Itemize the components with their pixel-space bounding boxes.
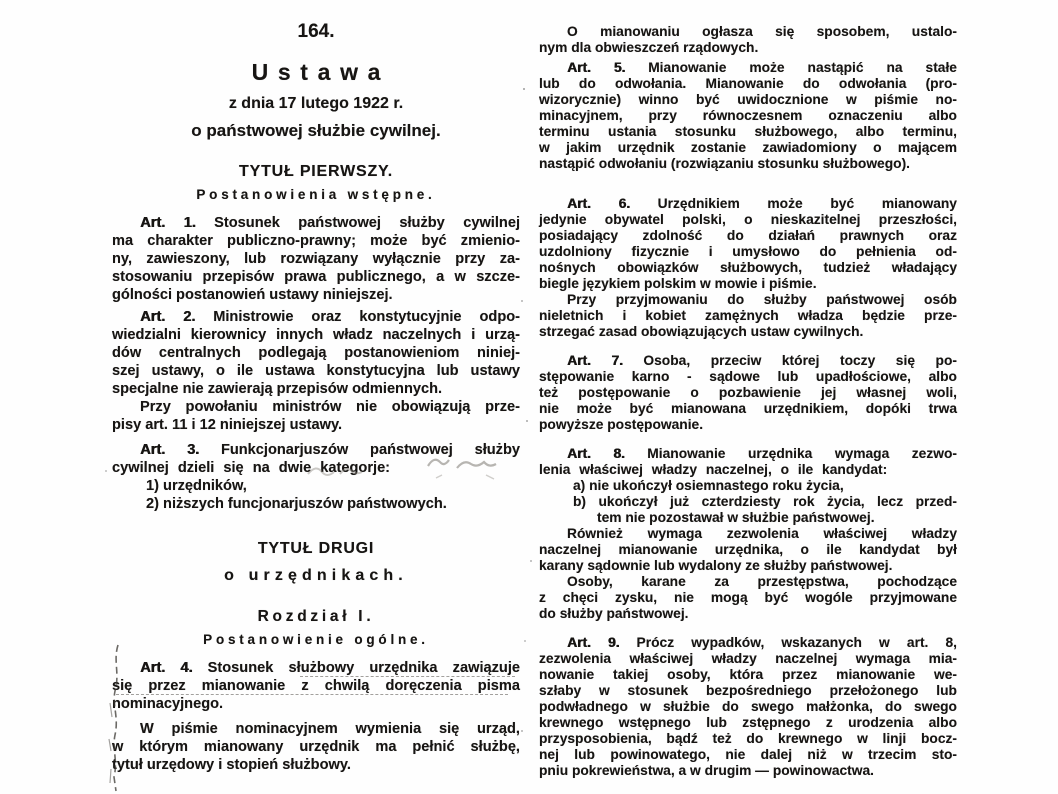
text-run: lenia właściwej władzy naczelnej, o ile kandydat: bbox=[539, 462, 888, 477]
text-line bbox=[539, 308, 957, 324]
text-line bbox=[112, 695, 520, 713]
text-run: naczelnej mianowanie urzędnika, o ile kandydat był bbox=[539, 542, 957, 557]
text-line bbox=[539, 76, 957, 92]
text-line bbox=[539, 494, 957, 510]
text-run: Również wymaga zezwolenia właściwej władzy bbox=[567, 526, 957, 541]
text-run: biegle językiem polskim w mowie i piśmie. bbox=[539, 276, 817, 291]
text-run: Urzędnikiem może być mianowany bbox=[657, 196, 957, 211]
text-line bbox=[112, 362, 520, 380]
text-run: Osoby, karane za przestępstwa, pochodzące bbox=[567, 574, 957, 589]
text-line bbox=[112, 495, 520, 513]
text-line bbox=[539, 228, 957, 244]
article-4-continuation bbox=[539, 24, 957, 56]
text-run: nym dla obwieszczeń rządowych. bbox=[539, 40, 759, 55]
text-run: powyższe postępowanie. bbox=[539, 417, 704, 432]
text-line bbox=[539, 196, 957, 212]
text-line bbox=[539, 683, 957, 699]
text-line bbox=[112, 677, 520, 695]
text-line bbox=[539, 260, 957, 276]
chapter-one-subheading: Postanowienie ogólne. bbox=[203, 632, 429, 647]
text-line bbox=[539, 510, 957, 526]
text-run: minacyjnem, przy równoczesnem oznaczeniu albo bbox=[539, 108, 957, 123]
article-number: Art. 5. bbox=[567, 60, 626, 75]
handwriting-smudge bbox=[300, 448, 515, 488]
text-run: Przy przyjmowaniu do służby państwowej osób bbox=[567, 292, 957, 307]
text-line bbox=[539, 590, 957, 606]
text-run: nieletnich i kobiet zamężnych władza będzie prze- bbox=[539, 308, 957, 323]
text-run: się przez mianowanie z chwilą doręczenia pisma bbox=[112, 678, 520, 694]
text-line bbox=[539, 699, 957, 715]
text-run: stępowanie karno - sądowe lub upadłościowe, albo bbox=[539, 369, 957, 384]
article-number: Art. 7. bbox=[567, 353, 623, 368]
text-run: nie może być mianowana urzędnikiem, dopóki trwa bbox=[539, 401, 957, 416]
title-one-subheading: Postanowienia wstępne. bbox=[196, 187, 436, 202]
text-run: ny, zawieszony, lub rozwiązany wyłącznie przy za- bbox=[112, 251, 520, 267]
text-run: posiadający zdolność do działań prawnych oraz bbox=[539, 228, 957, 243]
text-run: nej lub powinowatego, nie dalej niż w trzecim sto- bbox=[539, 747, 957, 762]
text-run: ma charakter publiczno-prawny; może być zmienio- bbox=[112, 233, 520, 249]
text-run: Stosunek służbowy urzędnika zawiązuje bbox=[207, 660, 520, 676]
text-line bbox=[539, 651, 957, 667]
text-run: Funkcjonarjuszów państwowej służby bbox=[220, 442, 520, 458]
text-line bbox=[112, 380, 520, 398]
text-run: Ministrowie oraz konstytucyjnie odpo- bbox=[213, 309, 521, 325]
text-run: lub do odwołania. Mianowanie do odwołania (pro- bbox=[539, 76, 957, 91]
text-line bbox=[112, 326, 520, 344]
text-run: 1) urzędników, bbox=[146, 478, 247, 494]
text-line bbox=[539, 124, 957, 140]
article-6 bbox=[539, 196, 957, 340]
fold-crease-mark bbox=[106, 643, 128, 793]
text-line bbox=[539, 156, 957, 172]
article-4-para-1 bbox=[112, 659, 520, 713]
text-line bbox=[539, 606, 957, 622]
title-two-subheading: o urzędnikach. bbox=[224, 567, 408, 584]
text-run: w którym mianowany urzędnik ma pełnić służbę, bbox=[112, 739, 520, 755]
text-run: dów centralnych podlegają postanowieniom niniej- bbox=[112, 345, 520, 361]
text-line bbox=[539, 60, 957, 76]
text-run: Stosunek państwowej służby cywilnej bbox=[214, 215, 520, 231]
text-run: strzegać zasad obowiązujących ustaw cywilnych. bbox=[539, 324, 864, 339]
article-7 bbox=[539, 353, 957, 433]
text-line bbox=[539, 542, 957, 558]
article-number: Art. 6. bbox=[567, 196, 630, 211]
text-run: z chęci zysku, nie mogą być wogóle przyjmowane bbox=[539, 590, 957, 605]
text-run: 2) niższych funcjonarjuszów państwowych. bbox=[146, 496, 447, 512]
article-number: Art. 3. bbox=[140, 442, 200, 458]
text-line bbox=[112, 308, 520, 326]
article-1 bbox=[112, 214, 520, 304]
text-run: nośnych obowiązków służbowych, tudzież władający bbox=[539, 260, 957, 275]
text-run: szej ustawy, o ile ustawa konstytucyjna lub ustawy bbox=[112, 363, 520, 379]
text-run: gólności postanowień ustawy niniejszej. bbox=[112, 287, 393, 303]
scan-specks bbox=[523, 88, 525, 90]
text-run: zezwolenia właściwej władzy naczelnej wymaga mia- bbox=[539, 651, 957, 666]
pencil-underline bbox=[300, 676, 515, 677]
text-line bbox=[539, 401, 957, 417]
law-title: Ustawa bbox=[251, 59, 391, 85]
text-line bbox=[112, 286, 520, 304]
text-run: Mianowanie urzędnika wymaga zezwo- bbox=[647, 446, 957, 461]
title-one-heading: TYTUŁ PIERWSZY. bbox=[239, 163, 393, 180]
article-5 bbox=[539, 60, 957, 172]
text-line bbox=[539, 244, 957, 260]
text-run: terminu ustania stosunku służbowego, albo terminu, bbox=[539, 124, 957, 139]
text-line bbox=[539, 369, 957, 385]
text-line bbox=[112, 416, 520, 434]
text-line bbox=[112, 344, 520, 362]
text-run: szłaby w stosunek bezpośredniego przełożonego lub bbox=[539, 683, 957, 698]
text-run: O mianowaniu ogłasza się sposobem, ustalo- bbox=[567, 24, 957, 39]
text-run: a) nie ukończył osiemnastego roku życia, bbox=[573, 478, 844, 493]
article-9 bbox=[539, 635, 957, 779]
text-line bbox=[112, 232, 520, 250]
article-number: Art. 8. bbox=[567, 446, 625, 461]
article-2 bbox=[112, 308, 520, 434]
text-line bbox=[539, 417, 957, 433]
text-run: krewnego wstępnego lub zstępnego z urodzenia albo bbox=[539, 715, 957, 730]
text-line bbox=[539, 276, 957, 292]
text-run: wiedzialni kierownicy innych władz naczelnych i urzą- bbox=[112, 327, 520, 343]
text-line bbox=[539, 667, 957, 683]
text-run: pisy art. 11 i 12 niniejszej ustawy. bbox=[112, 417, 343, 433]
article-number: Art. 1. bbox=[140, 215, 196, 231]
text-line bbox=[112, 756, 520, 774]
text-line bbox=[539, 292, 957, 308]
text-line bbox=[539, 526, 957, 542]
text-line bbox=[539, 558, 957, 574]
text-line bbox=[539, 353, 957, 369]
text-run: nowanie takiej osoby, która przez mianowanie we- bbox=[539, 667, 957, 682]
text-run: nominacyjnego. bbox=[112, 696, 224, 712]
text-line bbox=[112, 659, 520, 677]
text-line bbox=[112, 214, 520, 232]
text-line bbox=[112, 268, 520, 286]
text-run: jedynie obywatel polski, o nieskazitelnej przeszłości, bbox=[539, 212, 957, 227]
text-line bbox=[539, 108, 957, 124]
text-run: tem nie pozostawał w służbie państwowej. bbox=[597, 510, 875, 525]
text-run: wizorycznie) winno być uwidocznione w piśmie no- bbox=[539, 92, 957, 107]
text-line bbox=[112, 398, 520, 416]
text-run: nastąpić odwołaniu (rozwiązaniu stosunku służbowego). bbox=[539, 156, 911, 171]
page-number: 164. bbox=[297, 21, 335, 42]
left-column bbox=[112, 0, 520, 774]
text-line bbox=[539, 212, 957, 228]
text-line bbox=[539, 462, 957, 478]
text-run: uzdolniony fizycznie i umysłowo do pełnienia od- bbox=[539, 244, 957, 259]
text-line bbox=[539, 715, 957, 731]
law-date-line: z dnia 17 lutego 1922 r. bbox=[228, 95, 404, 112]
right-column bbox=[539, 0, 957, 779]
article-number: Art. 9. bbox=[567, 635, 620, 650]
text-run: karany sądownie lub wydalony ze służby państwowej. bbox=[539, 558, 893, 573]
text-run: Prócz wypadków, wskazanych w art. 8, bbox=[636, 635, 957, 650]
chapter-one-heading: Rozdział I. bbox=[257, 608, 375, 625]
text-line bbox=[539, 747, 957, 763]
text-run: Mianowanie może nastąpić na stałe bbox=[648, 60, 957, 75]
text-line bbox=[539, 92, 957, 108]
text-line bbox=[539, 635, 957, 651]
text-line bbox=[539, 324, 957, 340]
text-line bbox=[539, 40, 957, 56]
title-two-heading: TYTUŁ DRUGI bbox=[257, 540, 375, 557]
article-number: Art. 4. bbox=[140, 660, 193, 676]
text-line bbox=[112, 738, 520, 756]
article-number: Art. 2. bbox=[140, 309, 196, 325]
text-line bbox=[539, 446, 957, 462]
article-4-para-2 bbox=[112, 720, 520, 774]
text-run: tytuł urzędowy i stopień służbowy. bbox=[112, 757, 351, 773]
text-line bbox=[539, 24, 957, 40]
pencil-underline bbox=[116, 694, 508, 695]
text-line bbox=[112, 720, 520, 738]
text-run: do służby państwowej. bbox=[539, 606, 689, 621]
text-run: stosowaniu przepisów prawa publicznego, a w szcze- bbox=[112, 269, 520, 285]
text-run: przysposobienia, bądź też do krewnego w linji bocz- bbox=[539, 731, 957, 746]
text-run: W piśmie nominacyjnem wymienia się urząd, bbox=[140, 721, 520, 737]
text-run: specjalne nie zawierają przepisów odmiennych. bbox=[112, 381, 443, 397]
text-line bbox=[539, 731, 957, 747]
text-line bbox=[539, 140, 957, 156]
text-run: też postępowanie o pozbawienie jej własnej woli, bbox=[539, 385, 957, 400]
text-run: podwładnego w służbie do swego małżonka, do swego bbox=[539, 699, 957, 714]
text-line bbox=[112, 250, 520, 268]
law-subtitle: o państwowej służbie cywilnej. bbox=[191, 121, 441, 140]
text-line bbox=[539, 385, 957, 401]
text-run: b) ukończył już czterdziesty rok życia, lecz przed- bbox=[573, 494, 957, 509]
text-run: Przy powołaniu ministrów nie obowiązują prze- bbox=[140, 399, 520, 415]
text-run: Osoba, przeciw której toczy się po- bbox=[643, 353, 957, 368]
text-run: w jakim urzędnik zostanie zawiadomiony o mającem bbox=[539, 140, 957, 155]
text-line bbox=[539, 763, 957, 779]
text-line bbox=[539, 478, 957, 494]
article-8 bbox=[539, 446, 957, 622]
text-line bbox=[539, 574, 957, 590]
text-run: cywilnej dzieli się na dwie kategorje: bbox=[112, 460, 391, 476]
text-run: pniu pokrewieństwa, a w drugim — powinowactwa. bbox=[539, 763, 874, 778]
